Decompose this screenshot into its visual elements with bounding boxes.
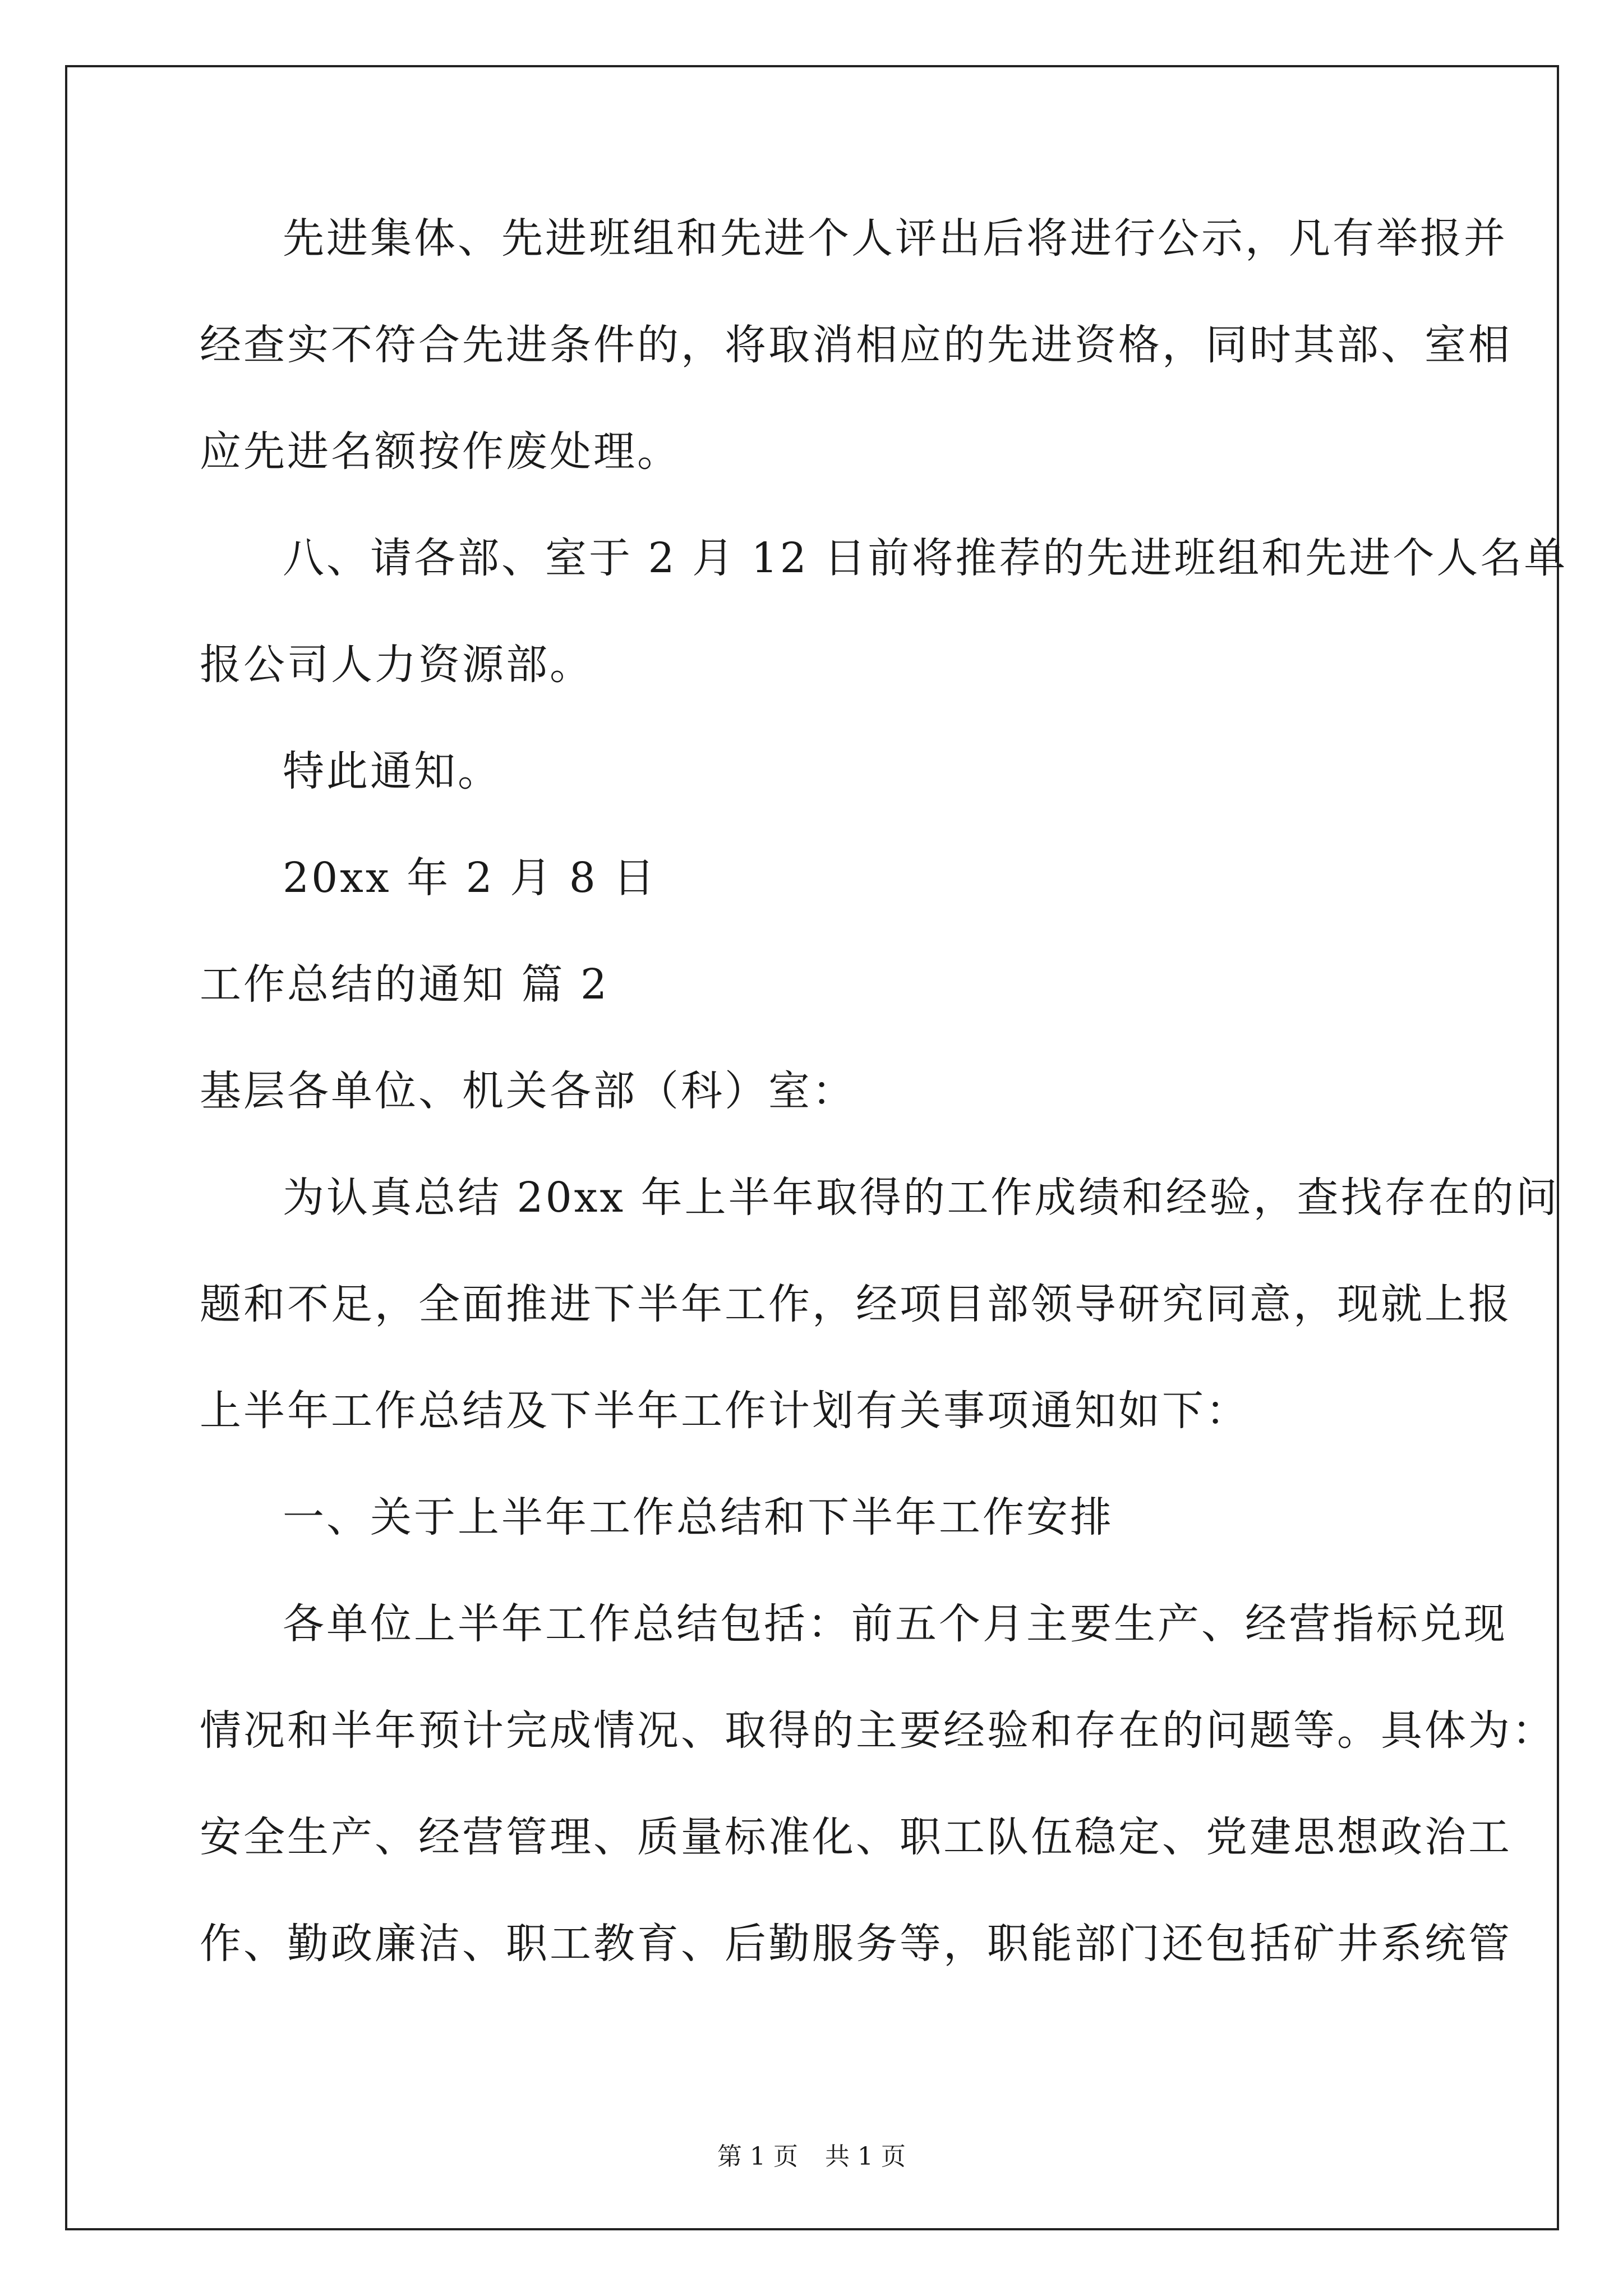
paragraph-line: 题和不足，全面推进下半年工作，经项目部领导研究同意，现就上报 bbox=[200, 1280, 1512, 1328]
paragraph-line: 应先进名额按作废处理。 bbox=[200, 427, 681, 476]
page-footer bbox=[0, 2136, 1623, 2172]
paragraph-line: 先进集体、先进班组和先进个人评出后将进行公示，凡有举报并 bbox=[283, 214, 1507, 263]
paragraph-line: 作、勤政廉洁、职工教育、后勤服务等，职能部门还包括矿井系统管 bbox=[200, 1920, 1512, 1968]
subheading: 一、关于上半年工作总结和下半年工作安排 bbox=[283, 1493, 1114, 1542]
paragraph-line: 各单位上半年工作总结包括：前五个月主要生产、经营指标兑现 bbox=[283, 1600, 1507, 1648]
document-body bbox=[200, 185, 1568, 1997]
section-title: 工作总结的通知 篇 2 bbox=[200, 960, 610, 1009]
paragraph-line: 情况和半年预计完成情况、取得的主要经验和存在的问题等。具体为： bbox=[200, 1706, 1556, 1755]
paragraph-line: 报公司人力资源部。 bbox=[200, 641, 593, 689]
page-number: 第 1 页 bbox=[717, 2142, 798, 2171]
date-line: 20xx 年 2 月 8 日 bbox=[283, 854, 657, 902]
paragraph-line: 为认真总结 20xx 年上半年取得的工作成绩和经验，查找存在的问 bbox=[283, 1174, 1560, 1222]
closing-line: 特此通知。 bbox=[283, 747, 501, 795]
paragraph-line: 八、请各部、室于 2 月 12 日前将推荐的先进班组和先进个人名单 bbox=[283, 534, 1568, 582]
salutation: 基层各单位、机关各部（科）室： bbox=[200, 1067, 856, 1115]
page-total: 共 1 页 bbox=[825, 2142, 906, 2171]
paragraph-line: 安全生产、经营管理、质量标准化、职工队伍稳定、党建思想政治工 bbox=[200, 1813, 1512, 1861]
paragraph-line: 上半年工作总结及下半年工作计划有关事项通知如下： bbox=[200, 1387, 1249, 1435]
paragraph-line: 经查实不符合先进条件的，将取消相应的先进资格，同时其部、室相 bbox=[200, 321, 1512, 369]
